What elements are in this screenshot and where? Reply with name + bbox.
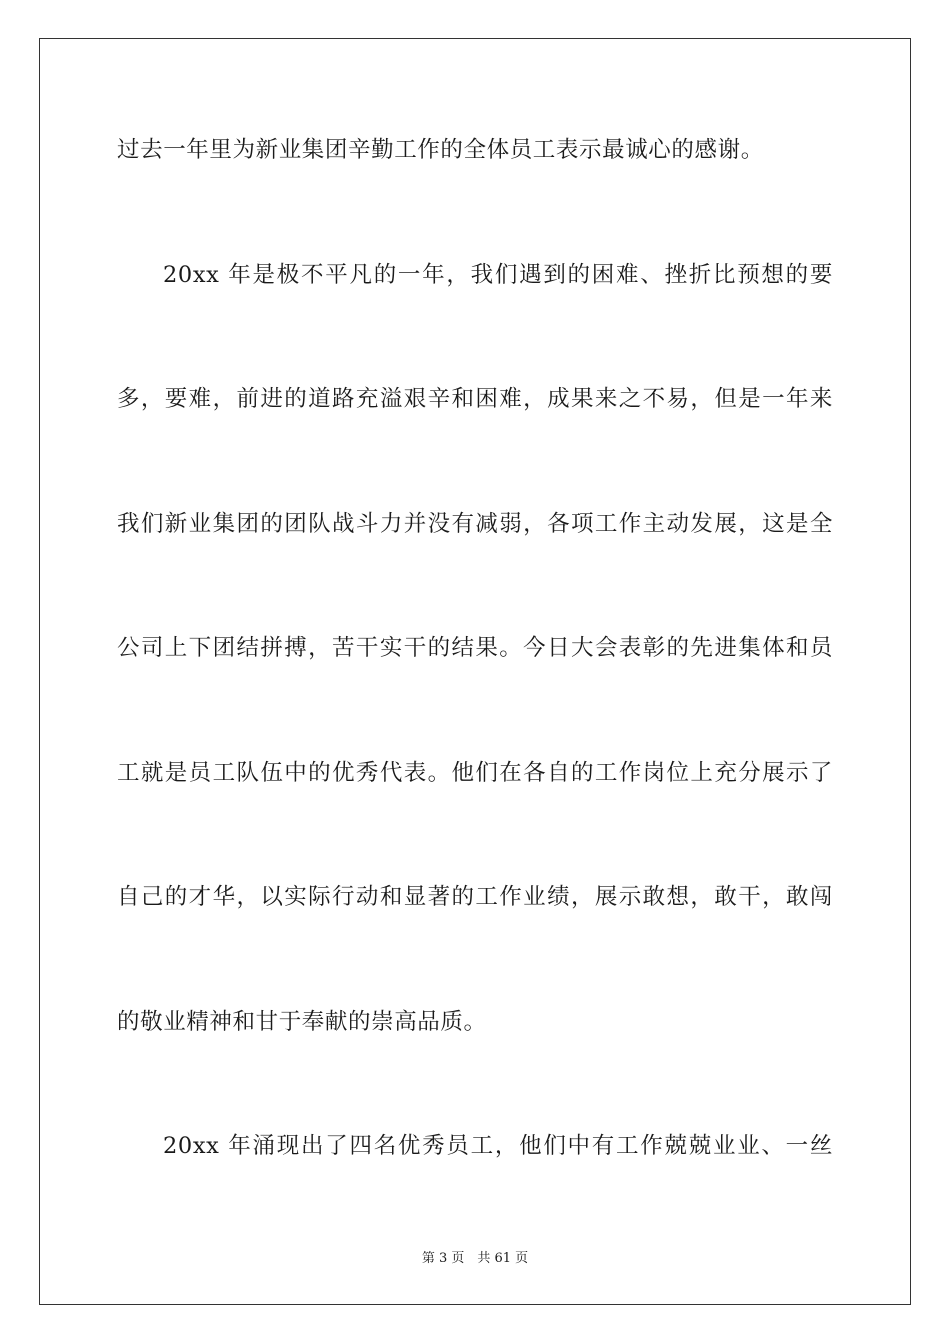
paragraph-line-3: 多，要难，前进的道路充溢艰辛和困难，成果来之不易，但是一年来 — [117, 386, 833, 412]
paragraph-line-9: 20xx 年涌现出了四名优秀员工，他们中有工作兢兢业业、一丝 — [163, 1133, 833, 1159]
paragraph-line-4: 我们新业集团的团队战斗力并没有减弱，各项工作主动发展，这是全 — [117, 511, 833, 537]
paragraph-line-2: 20xx 年是极不平凡的一年，我们遇到的困难、挫折比预想的要 — [163, 262, 833, 288]
page-border — [39, 38, 911, 1305]
paragraph-line-8: 的敬业精神和甘于奉献的崇高品质。 — [117, 1009, 487, 1035]
page-number-footer: 第 3 页 共 61 页 — [421, 1251, 529, 1266]
paragraph-line-6: 工就是员工队伍中的优秀代表。他们在各自的工作岗位上充分展示了 — [117, 760, 833, 786]
paragraph-line-1: 过去一年里为新业集团辛勤工作的全体员工表示最诚心的感谢。 — [117, 137, 764, 163]
paragraph-line-7: 自己的才华，以实际行动和显著的工作业绩，展示敢想，敢干，敢闯 — [117, 884, 833, 910]
paragraph-line-5: 公司上下团结拼搏，苦干实干的结果。今日大会表彰的先进集体和员 — [117, 635, 833, 661]
